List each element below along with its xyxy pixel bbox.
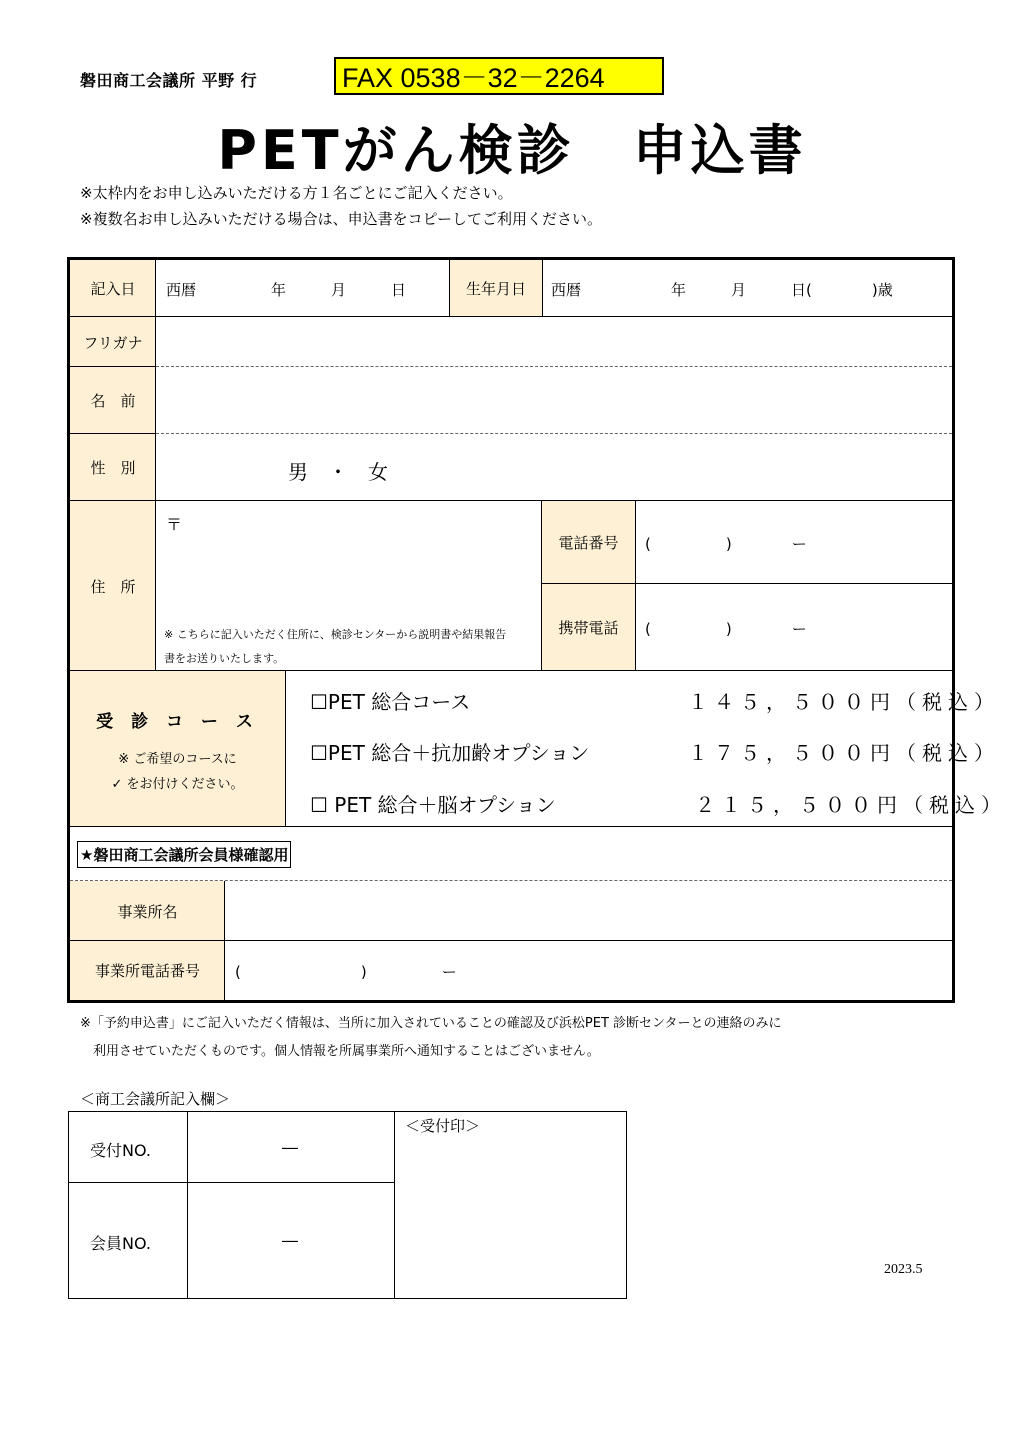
mobile-label: 携帯電話 bbox=[542, 584, 635, 671]
privacy-note-2: 利用させていただくものです。個人情報を所属事業所へ通知することはございません。 bbox=[80, 1044, 600, 1059]
postal-mark: 〒 bbox=[166, 515, 183, 534]
reception-stamp-label: ＜受付印＞ bbox=[405, 1117, 481, 1135]
course-label-cell bbox=[70, 671, 285, 827]
phone-label: 電話番号 bbox=[542, 501, 635, 584]
office-use-table bbox=[68, 1111, 627, 1299]
mobile-field[interactable]: ( ) ー bbox=[645, 620, 807, 638]
course-label: 受 診 コ ー ス bbox=[96, 711, 259, 732]
course-note-2: ✓ をお付けください。 bbox=[111, 776, 244, 792]
reception-no-label: 受付NO. bbox=[90, 1141, 152, 1160]
member-no-value[interactable]: ― bbox=[282, 1231, 298, 1250]
name-label: 名 前 bbox=[70, 367, 156, 434]
entry-date-value[interactable]: 西暦 年 月 日 bbox=[166, 281, 407, 299]
gender-options[interactable]: 男 ・ 女 bbox=[288, 460, 388, 484]
member-no-label: 会員NO. bbox=[90, 1234, 152, 1253]
instruction-note-1: ※太枠内をお申し込みいただける方１名ごとにご記入ください。 bbox=[80, 184, 513, 202]
member-confirm-label: ★磐田商工会議所会員様確認用 bbox=[77, 841, 291, 868]
course-price-3: ２１５，５００円（税込） bbox=[695, 793, 1007, 817]
office-name-label: 事業所名 bbox=[70, 881, 225, 941]
privacy-note-1: ※「予約申込書」にご記入いただく情報は、当所に加入されていることの確認及び浜松PET 診断センターとの連絡のみに bbox=[80, 1016, 782, 1031]
furigana-field[interactable] bbox=[156, 317, 952, 366]
fax-number: FAX 0538－32－2264 bbox=[334, 57, 664, 95]
address-field[interactable] bbox=[156, 530, 541, 620]
office-name-field[interactable] bbox=[225, 881, 952, 940]
course-option-2[interactable]: ☐PET 総合＋抗加齢オプション bbox=[310, 741, 590, 765]
entry-date-label: 記入日 bbox=[70, 260, 156, 317]
recipient-label: 磐田商工会議所 平野 行 bbox=[80, 71, 258, 90]
page-title: PETがん検診 申込書 bbox=[217, 119, 807, 182]
name-field[interactable] bbox=[156, 367, 952, 433]
course-price-1: １４５，５００円（税込） bbox=[688, 690, 1000, 714]
birth-date-value[interactable]: 西暦 年 月 日( )歳 bbox=[551, 281, 893, 299]
course-option-3[interactable]: ☐ PET 総合＋脳オプション bbox=[310, 793, 556, 817]
course-price-2: １７５，５００円（税込） bbox=[688, 741, 1000, 765]
instruction-note-2: ※複数名お申し込みいただける場合は、申込書をコピーしてご利用ください。 bbox=[80, 210, 602, 228]
office-use-heading: ＜商工会議所記入欄＞ bbox=[80, 1090, 231, 1108]
address-label: 住 所 bbox=[70, 501, 156, 671]
phone-field[interactable]: ( ) ー bbox=[645, 535, 807, 553]
address-note: ※ こちらに記入いただく住所に、検診センターから説明書や結果報告 書をお送りいたします。 bbox=[164, 628, 507, 665]
office-phone-label: 事業所電話番号 bbox=[70, 941, 225, 1000]
version-label: 2023.5 bbox=[884, 1262, 923, 1277]
reception-no-value[interactable]: ― bbox=[282, 1138, 298, 1157]
birth-date-label: 生年月日 bbox=[450, 260, 542, 317]
course-option-1[interactable]: ☐PET 総合コース bbox=[310, 690, 471, 714]
gender-label: 性 別 bbox=[70, 434, 156, 501]
furigana-label: フリガナ bbox=[70, 317, 156, 367]
course-note-1: ※ ご希望のコースに bbox=[118, 751, 237, 767]
office-phone-field[interactable]: ( ) ー bbox=[235, 963, 457, 981]
